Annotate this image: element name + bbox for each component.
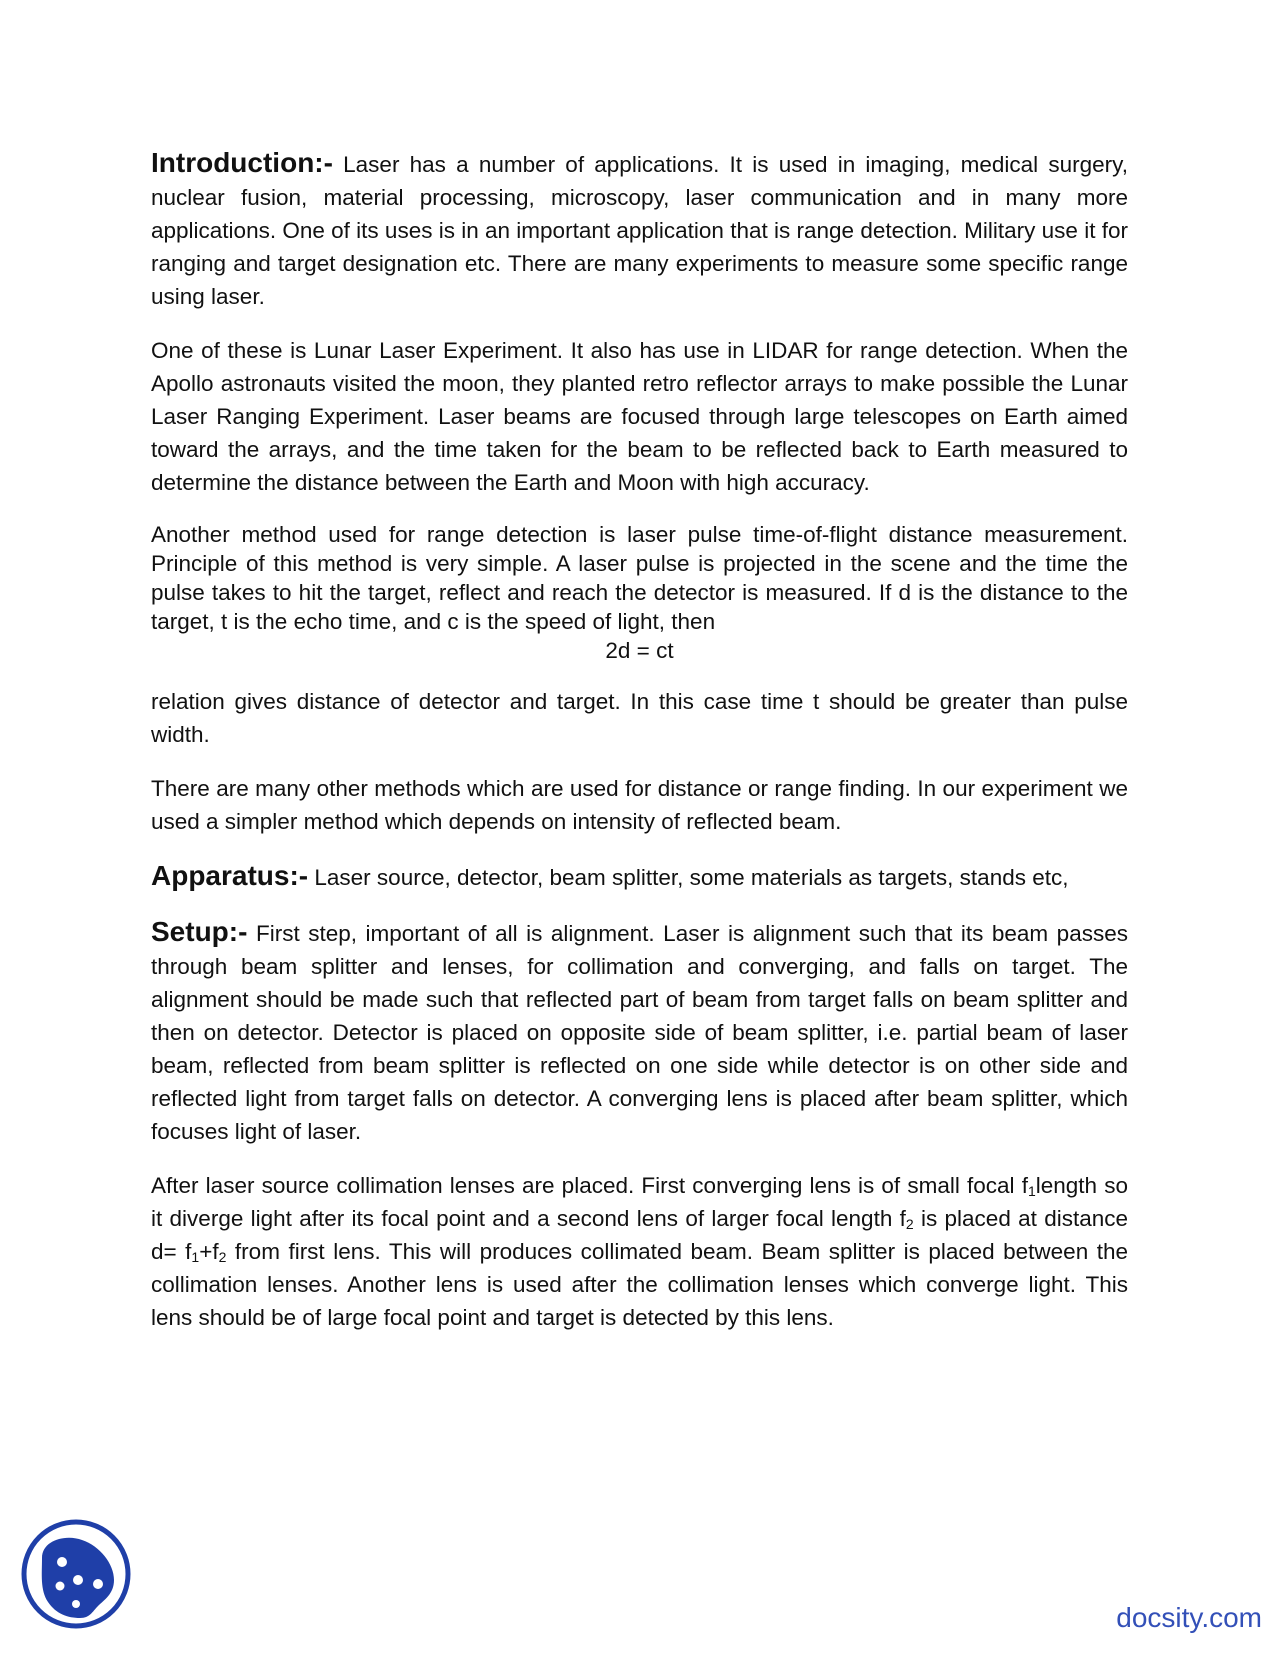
subscript-4: 2 bbox=[218, 1249, 227, 1265]
tof-paragraph: Another method used for range detection is laser pulse time-of-flight distance measurement. Principle of this method is very simple. A laser pulse is projected in the scene and the time the pulse takes to hit the target, reflect and reach the detector is measured. If d is the distance to the target, t is the echo time, and c is the speed of light, then bbox=[151, 522, 1128, 634]
setup-text: First step, important of all is alignment. Laser is alignment such that its beam passes through beam splitter and lenses, for collimation and converging, and falls on target. The alignment should be made such that reflected part of beam from target falls on beam splitter and then on detector. Detector is placed on opposite side of beam splitter, i.e. partial beam of laser beam, reflected from beam splitter is reflected on one side while detector is on other side and reflected light from target falls on detector. A converging lens is placed after beam splitter, which focuses light of laser. bbox=[151, 921, 1128, 1144]
equation: 2d = ct bbox=[605, 638, 674, 663]
collimation-text-5: from first lens. This will produces collimated beam. Beam splitter is placed between the collimation lenses. Another lens is used after the collimation lenses which converge light. This lens should be of large focal point and target is detected by this lens. bbox=[151, 1239, 1129, 1330]
docsity-brand-link[interactable]: docsity.com bbox=[1116, 1602, 1262, 1633]
setup-heading: Setup:- bbox=[151, 916, 248, 947]
lunar-paragraph: One of these is Lunar Laser Experiment. It also has use in LIDAR for range detection. When the Apollo astronauts visited the moon, they planted retro reflector arrays to make possible the Lunar Laser Ranging Experiment. Laser beams are focused through large telescopes on Earth aimed toward the arrays, and the time taken for the beam to be reflected back to Earth measured to determine the distance between the Earth and Moon with high accuracy. bbox=[151, 338, 1128, 495]
relation-paragraph: relation gives distance of detector and target. In this case time t should be greater than pulse width. bbox=[151, 689, 1128, 747]
collimation-text-4: +f bbox=[199, 1239, 219, 1264]
apparatus-paragraph bbox=[151, 859, 1128, 894]
setup-paragraph bbox=[151, 915, 1128, 1148]
subscript-2: 2 bbox=[905, 1216, 914, 1232]
collimation-text-2: length so it diverge light after its focal point and a second lens of larger focal length f bbox=[151, 1173, 1128, 1231]
subscript-3: 1 bbox=[191, 1249, 200, 1265]
document-body bbox=[151, 146, 1128, 1334]
collimation-text-1: After laser source collimation lenses are placed. First converging lens is of small focal f bbox=[151, 1173, 1028, 1198]
collimation-text-3: is placed at distance d= f bbox=[151, 1206, 1128, 1264]
docsity-logo-icon bbox=[20, 1518, 132, 1630]
other-methods-paragraph: There are many other methods which are used for distance or range finding. In our experiment we used a simpler method which depends on intensity of reflected beam. bbox=[151, 776, 1128, 834]
intro-paragraph bbox=[151, 146, 1128, 313]
apparatus-text: Laser source, detector, beam splitter, some materials as targets, stands etc, bbox=[314, 865, 1069, 890]
subscript-1: 1 bbox=[1027, 1183, 1036, 1199]
apparatus-heading: Apparatus:- bbox=[151, 860, 309, 891]
intro-text: Laser has a number of applications. It is used in imaging, medical surgery, nuclear fusion, material processing, microscopy, laser communication and in many more applications. One of its uses is in an important application that is range detection. Military use it for ranging and target designation etc. There are many experiments to measure some specific range using laser. bbox=[151, 152, 1128, 309]
intro-heading: Introduction:- bbox=[151, 147, 333, 178]
collimation-paragraph bbox=[151, 1169, 1128, 1334]
